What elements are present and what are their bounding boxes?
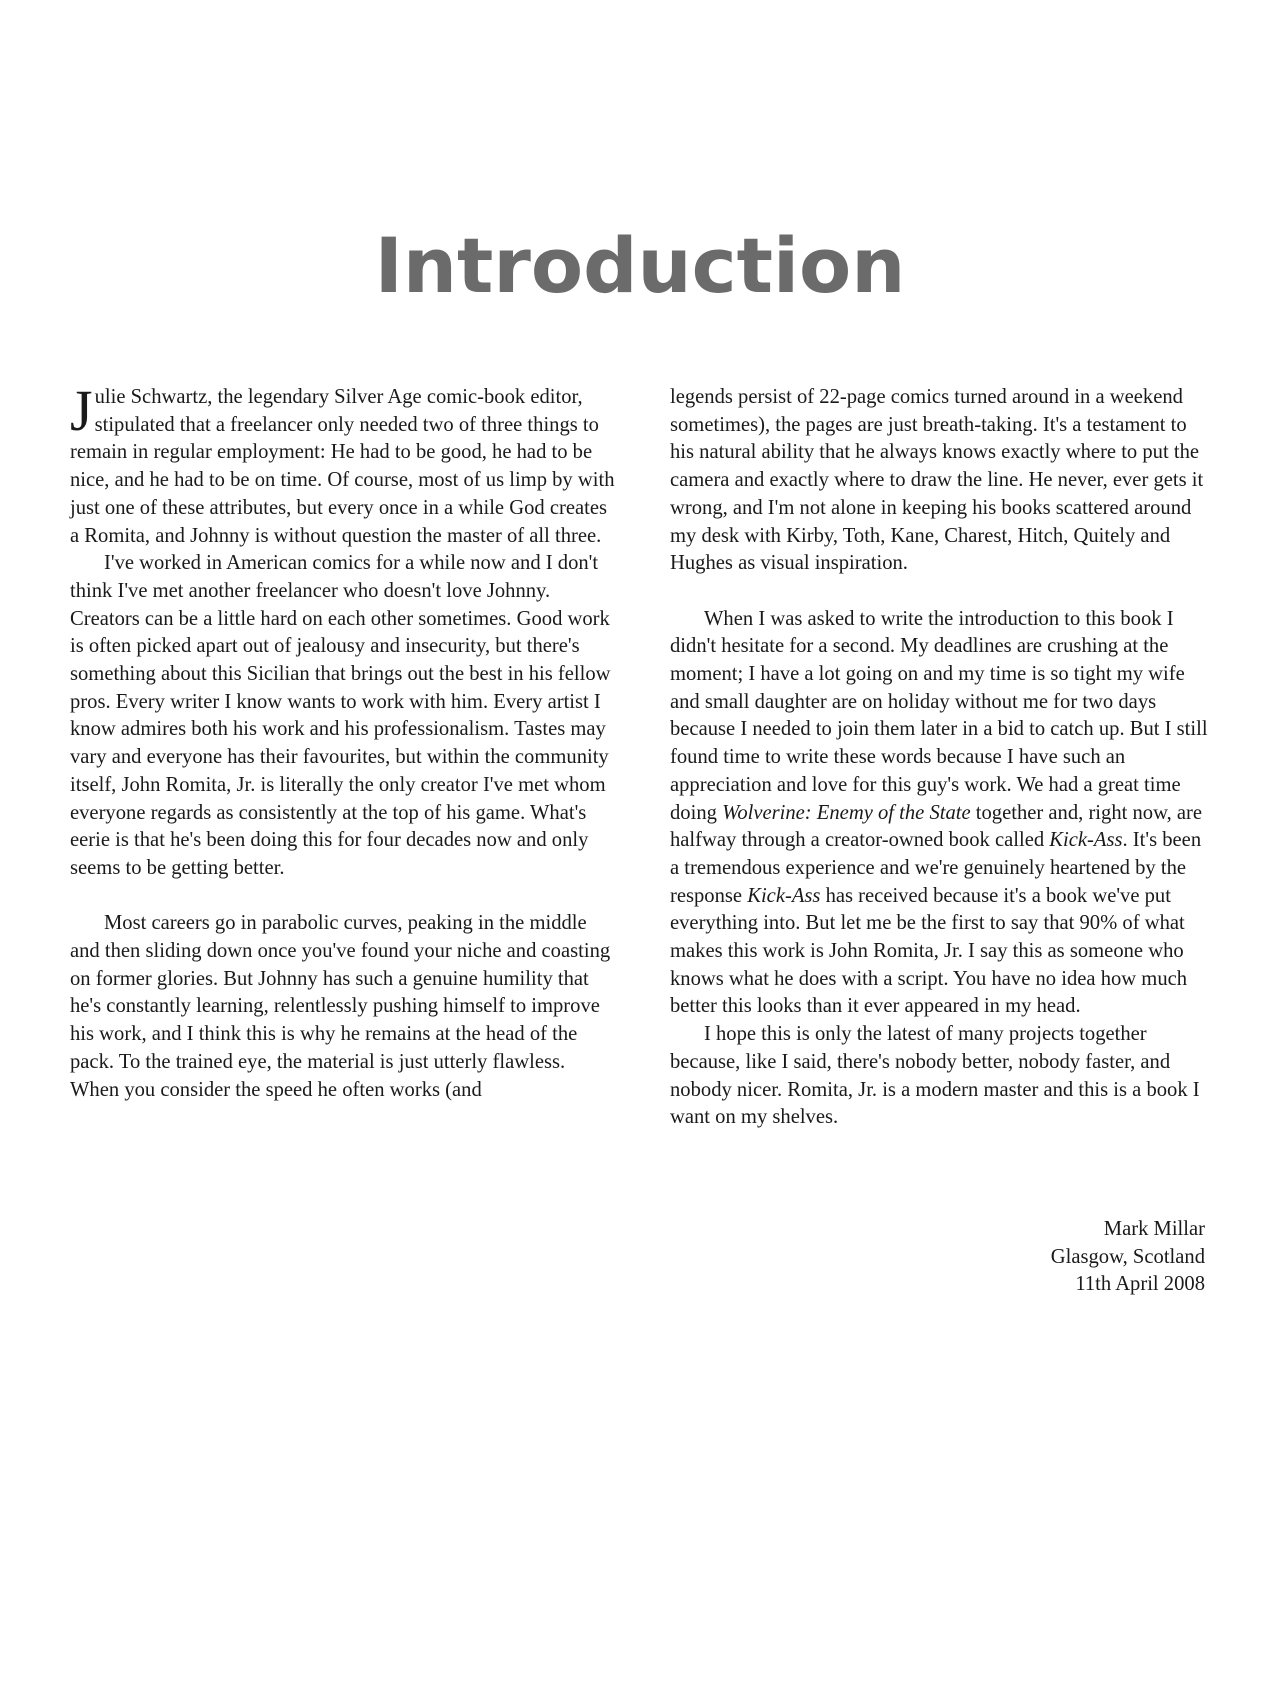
right-column	[670, 384, 1215, 1132]
author-location: Glasgow, Scotland	[1050, 1245, 1205, 1268]
signature-date: 11th April 2008	[1075, 1273, 1205, 1296]
left-paragraph-3: Most careers go in parabolic curves, peaking in the middle and then sliding down once you've found your niche and coasting on former glories. But Johnny has such a genuine humility that he's constantly learning, relentlessly pushing himself to improve his work, and I think this is why he remains at the head of the pack. To the trained eye, the material is just utterly flawless. When you consider the speed he often works (and	[70, 912, 611, 1101]
right-paragraph-3: I hope this is only the latest of many projects together because, like I said, there's nobody better, nobody faster, and nobody nicer. Romita, Jr. is a modern master and this is a book I want on my shelves.	[670, 1023, 1200, 1129]
right-paragraph-2-text-b: together and, right now, are halfway through a creator-owned book called	[670, 801, 1203, 852]
right-paragraph-2-text-c: . It's been a tremendous experience and we're genuinely heartened by the response	[670, 829, 1202, 907]
left-column	[70, 378, 615, 1104]
left-paragraph-2: I've worked in American comics for a while now and I don't think I've met another freelancer who doesn't love Johnny. Creators can be a little hard on each other sometimes. Good work is often picked apart out of jealousy and insecurity, but there's something about this Sicilian that brings out the best in his fellow pros. Every writer I know wants to work with him. Every artist I know admires both his work and his professionalism. Tastes may vary and everyone has their favourites, but within the community itself, John Romita, Jr. is literally the only creator I've met whom everyone regards as consistently at the top of his game. What's eerie is that he's been doing this for four decades now and only seems to be getting better.	[70, 552, 611, 879]
book-title-kick-ass: Kick-Ass	[1049, 829, 1123, 852]
right-paragraph-2-text-a: When I was asked to write the introduction to this book I didn't hesitate for a second. My deadlines are crushing at the moment; I have a lot going on and my time is so tight my wife and small daughter are on holiday without me for two days because I needed to join them later in a bid to catch up. But I still found time to write these words because I have such an appreciation and love for this guy's work. We had a great time doing	[670, 607, 1208, 824]
book-title-kick-ass-2: Kick-Ass	[747, 884, 821, 907]
left-paragraph-1-text: ulie Schwartz, the legendary Silver Age comic-book editor, stipulated that a freelancer only needed two of three things to remain in regular employment: He had to be good, he had to be nice, and he had to be on time. Of course, most of us limp by with just one of these attributes, but every once in a while God creates a Romita, and Johnny is without question the master of all three.	[70, 386, 615, 547]
signature-block	[1051, 1216, 1205, 1299]
right-paragraph-2-text-d: has received because it's a book we've put everything into. But let me be the first to say that 90% of what makes this work is John Romita, Jr. I say this as someone who knows what he does with a script. You have no idea how much better this looks than it ever appeared in my head.	[670, 884, 1188, 1018]
page-title: Introduction	[374, 221, 906, 310]
author-name: Mark Millar	[1103, 1218, 1205, 1240]
left-paragraph-1	[70, 378, 615, 550]
drop-cap: J	[70, 378, 93, 443]
right-paragraph-2	[670, 606, 1215, 1022]
right-paragraph-1: legends persist of 22-page comics turned around in a weekend sometimes), the pages are just breath-taking. It's a testament to his natural ability that he always knows exactly where to put the camera and exactly where to draw the line. He never, ever gets it wrong, and I'm not alone in keeping his books scattered around my desk with Kirby, Toth, Kane, Charest, Hitch, Quitely and Hughes as visual inspiration.	[670, 386, 1204, 575]
book-title-wolverine: Wolverine: Enemy of the State	[722, 801, 971, 824]
